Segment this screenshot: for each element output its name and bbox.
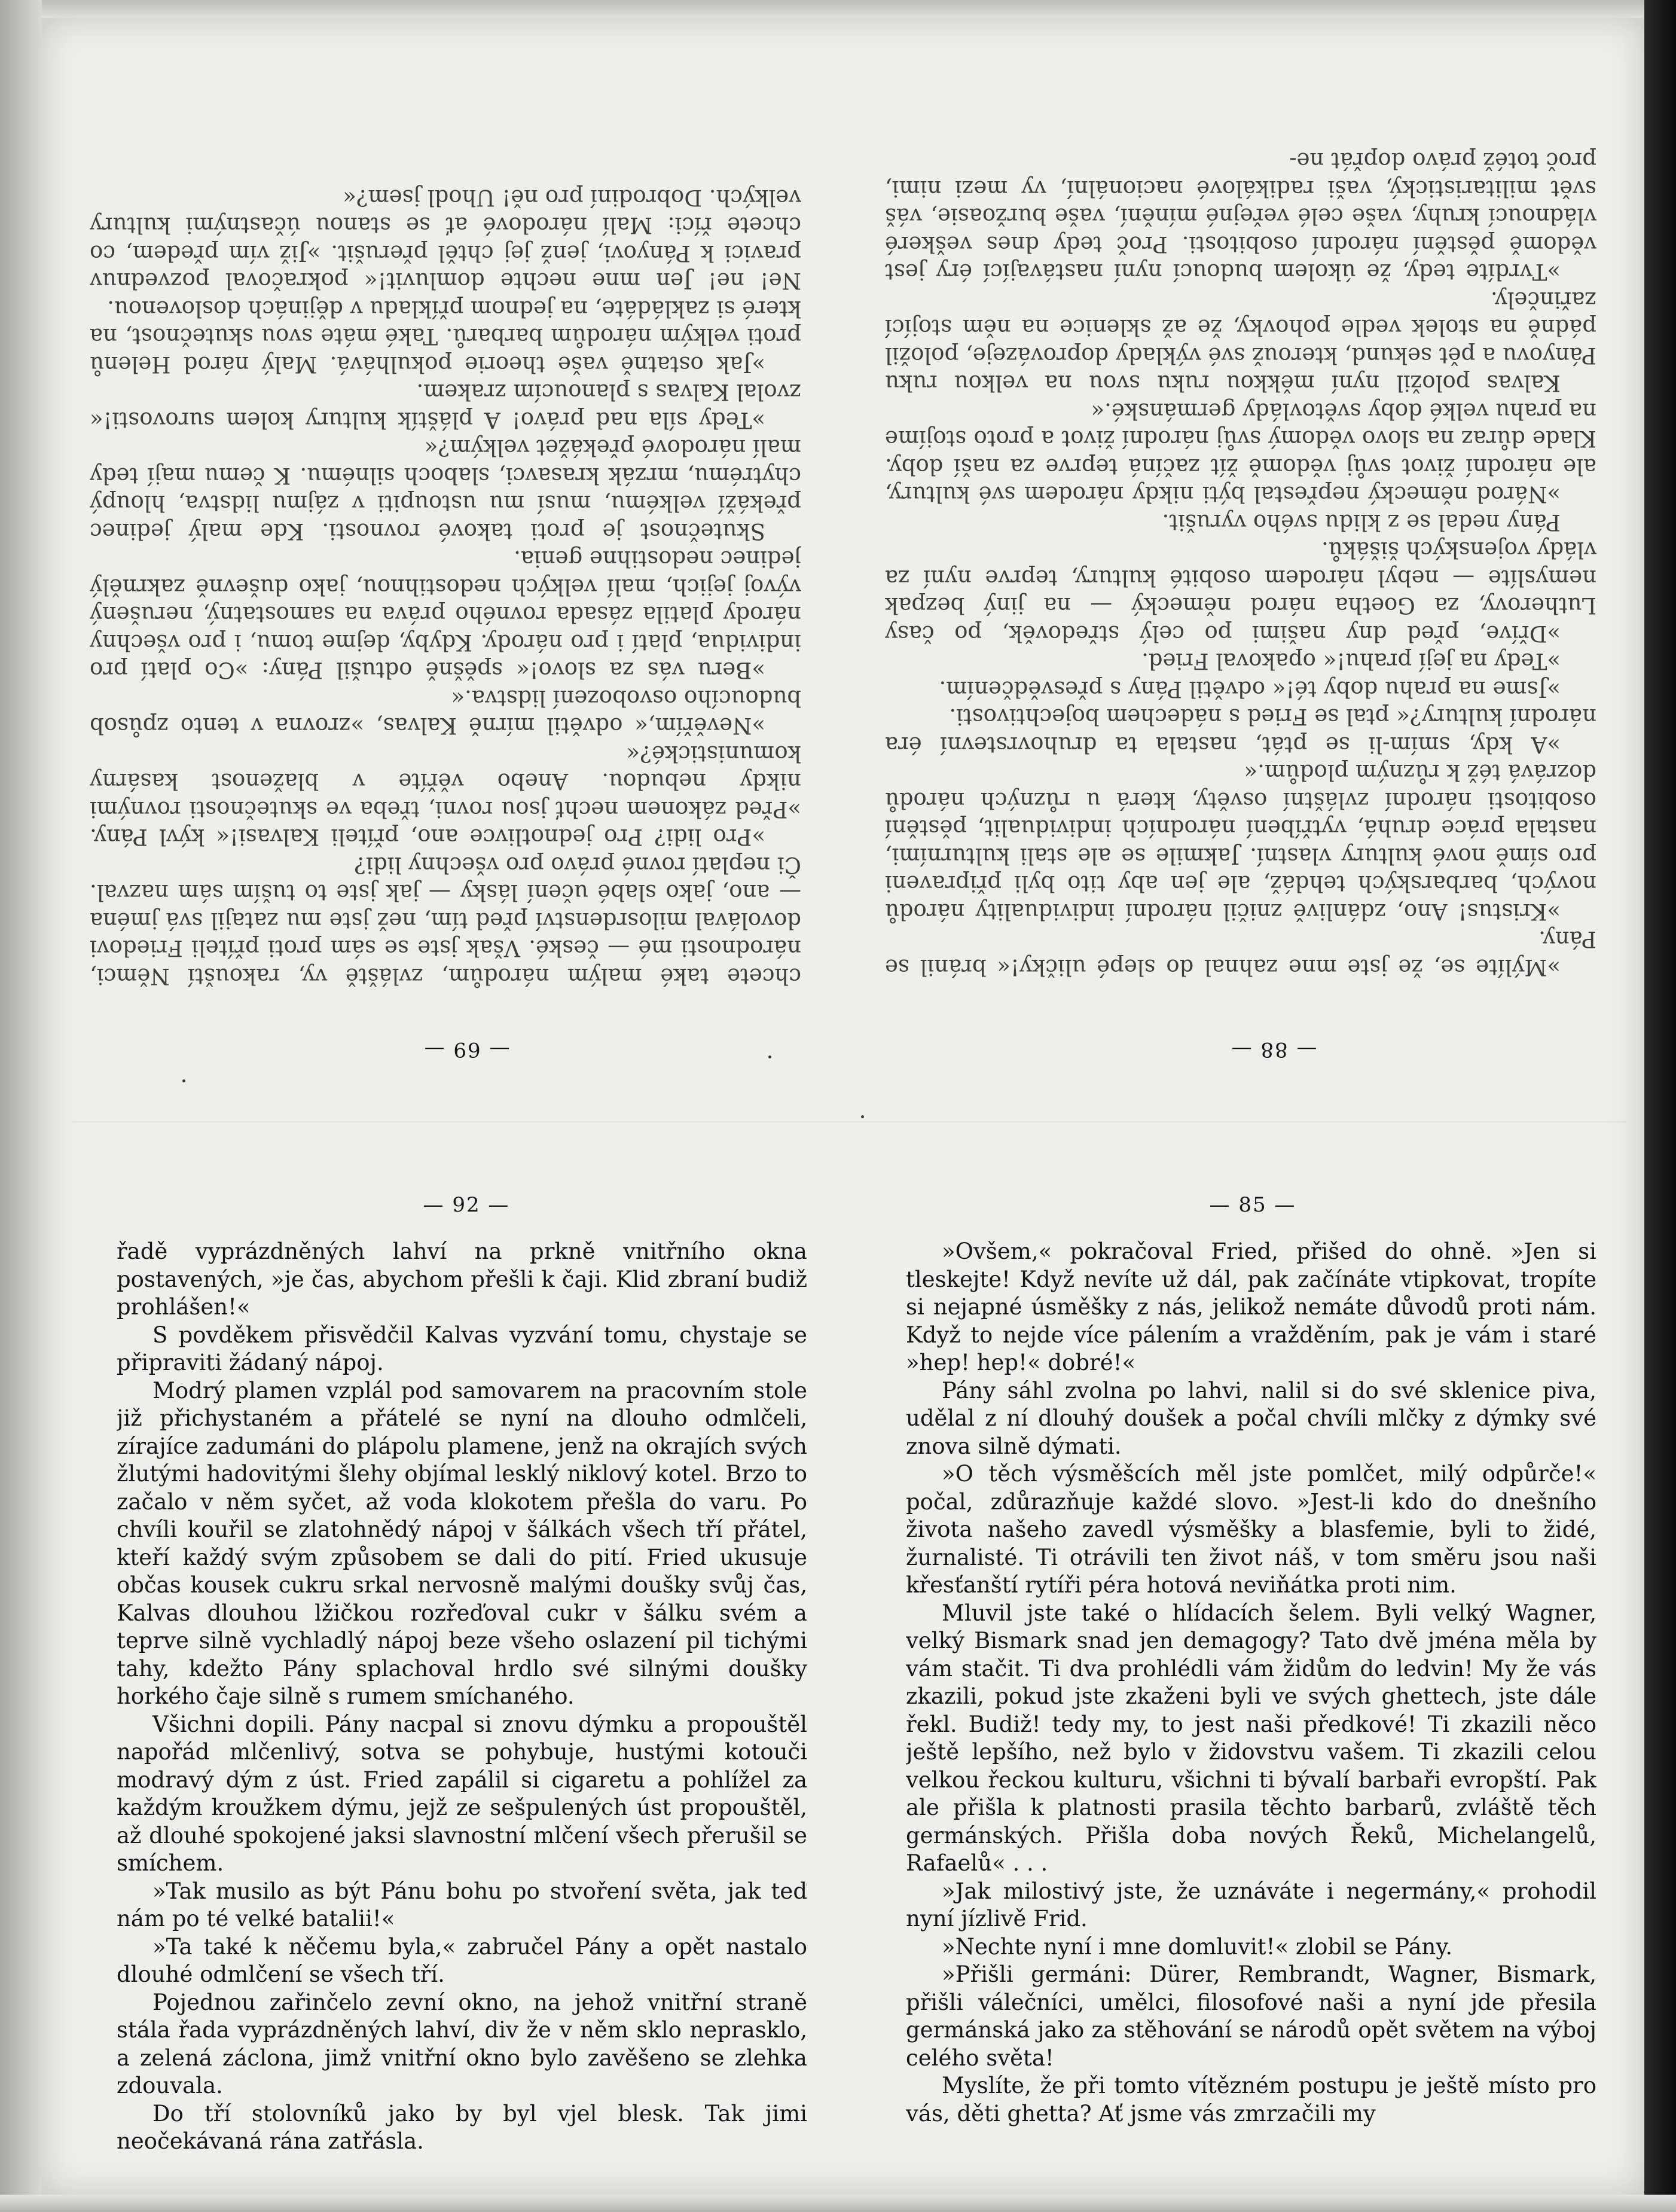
scan-top-edge xyxy=(0,0,1676,18)
page-number-lower-right: — 85 — xyxy=(1209,1193,1296,1217)
paragraph: »Tedy na její prahu!« opakoval Fried. xyxy=(1141,648,1561,675)
paragraph: »Jak ostatně vaše theorie pokulhává. Malý národ Helenů proti velkým národům barbarů. Také máte svou skutečnost, na které si zakládáte, na jednom příkladu v dějinách doslovenou. xyxy=(90,296,801,377)
paragraph: »Nevěřím,« odvětil mírně Kalvas, »zrovna v tento způsob budoucího osvobození lidstva.« xyxy=(90,685,801,739)
paragraph: Mluvil jste také o hlídacích šelem. Byli velký Wagner, velký Bismark snad jen demagogy? Tato dvě jména měla by vám stačit. Ti dva prohlédli vám židům do ledvin! My že vás zkazili, pokud jste zkaženi byli ve svých ghettech, jste dále řekl. Budiž! tedy my, to jest naši předkové! Ti zkazili něco ještě lepšího, než bylo v židovstvu vašem. Ti zkazili celou velkou řeckou kulturu, všichni ti bývalí barbaři evropští. Pak ale přišla k platnosti prasila těchto barbarů, zvláště těch germánských. Přišla doba nových Řeků, Michelangelů, Rafaelů« . . . xyxy=(906,1600,1596,1876)
paragraph: »Kristus! Ano, zdánlivě zničil národní individuality národů nových, barbarských tehdáž, ale jen aby tito byli připraveni pro símě nové kultury vlastní. Jakmile se ale stali kulturními, nastala práce druhá, vytříbení národních individualit, pěstění osobitosti národní zvláštní osvěty, která u různých národů dozrává též k různým plodům.« xyxy=(885,759,1596,925)
paragraph: »Jak milostivý jste, že uznáváte i negermány,« prohodil nyní jízlivě Frid. xyxy=(906,1878,1596,1932)
paragraph: Myslíte, že při tomto vítězném postupu je ještě místo pro vás, děti ghetta? Ať jsme vás zmrzačili my xyxy=(906,2073,1596,2126)
paragraph: »Ta také k něčemu byla,« zabručel Pány a opět nastalo dlouhé odmlčení se všech tří. xyxy=(117,1933,807,1987)
paragraph: řadě vyprázdněných lahví na prkně vnitřního okna postavených, »je čas, abychom přešli k čaji. Klid zbraní budiž prohlášen!« xyxy=(117,1238,807,1320)
paragraph: »Národ německý nepřestal býti nikdy národem své kultury, ale národní život svůj vědomě žít začíná teprve za naší doby. Klade důraz na slovo vědomý svůj národní život a proto stojíme na prahu velké doby světovlády germánské.« xyxy=(885,398,1596,508)
scan-right-edge xyxy=(1644,0,1676,2212)
page-number-lower-left: — 92 — xyxy=(423,1193,510,1217)
lower-right-page-text xyxy=(906,1238,1596,2171)
paragraph: S povděkem přisvědčil Kalvas vyzvání tomu, chystaje se připraviti žádaný nápoj. xyxy=(117,1322,807,1375)
paragraph: »Mýlíte se, že jste mne zahnal do slepé uličky!« bránil se Pány. xyxy=(885,926,1596,980)
paragraph: Všichni dopili. Pány nacpal si znovu dýmku a propouštěl napořád mlčenlivý, sotva se pohybuje, hustými kotouči modravý dým z úst. Fried zapálil si cigaretu a pohlížel za každým kroužkem dýmu, jejž ze sešpulených úst propouštěl, až dlouhé spokojené jaksi slavnostní mlčení všech přerušil se smíchem. xyxy=(117,1711,807,1876)
paragraph: Pány sáhl zvolna po lahvi, nalil si do své sklenice piva, udělal z ní dlouhý doušek a počal chvíli mlčky z dýmky své znova silně dýmati. xyxy=(906,1377,1596,1459)
paragraph: »Ovšem,« pokračoval Fried, přišed do ohně. »Jen si tleskejte! Když nevíte už dál, pak začínáte vtipkovat, tropíte si nejapné úsměšky z nás, jelikož nemáte důvodů proti nám. Když to nejde více pálením a vražděním, pak je vám i staré »hep! hep!« dobré!« xyxy=(906,1238,1596,1375)
upper-left-page-text xyxy=(90,87,801,990)
paragraph: »Tedy síla nad právo! A pláštík kultury kolem surovosti!« zvolal Kalvas s planoucím zrakem. xyxy=(90,379,801,433)
paragraph: »Tak musilo as být Pánu bohu po stvoření světa, jak teď nám po té velké batalii!« xyxy=(117,1878,807,1932)
paragraph: »A kdy, smím-li se ptát, nastala ta druhovrstevní éra národní kultury?« ptal se Fried s nádechem bojechtivosti. xyxy=(885,704,1596,758)
ink-speck xyxy=(768,1055,771,1058)
paragraph: »Přišli germáni: Dürer, Rembrandt, Wagner, Bismark, přišli válečníci, umělci, filosofové naši a nyní jde přesila germánská jako za stěhování se národů opět světem na výboj celého světa! xyxy=(906,1961,1596,2071)
paragraph: Do tří stolovníků jako by byl vjel blesk. Tak jimi neočekávaná rána zatřásla. xyxy=(117,2100,807,2154)
ink-speck xyxy=(861,1115,864,1118)
page-number-upper-right: — 88 — xyxy=(1230,1038,1317,1061)
paragraph: Kalvas položil nyní měkkou ruku svou na velkou ruku Pányovu a pět sekund, kterouž své výklady doprovázeje, položil pádně na stolek vedle pohovky, že až sklenice na něm stojící zařinčely. xyxy=(885,287,1596,396)
paragraph: Skutečnost je proti takové rovnosti. Kde malý jedinec překáží velkému, musí mu ustoupiti v zájmu lidstva, hloupý chytrému, mrzák krasavci, slaboch silnému. K čemu mají tedy malí národové překážet velkým?« xyxy=(90,435,801,544)
paragraph: »Jsme na prahu doby té!« odvětil Pány s přesvědčením. xyxy=(939,676,1561,702)
paragraph: Modrý plamen vzplál pod samovarem na pracovním stole již přichystaném a přátelé se nyní na dlouho odmlčeli, zírajíce zadumáni do plápolu plamene, jenž na okrajích svých žlutými hadovitými šlehy objímal lesklý niklový kotel. Brzo to začalo v něm syčet, až voda klokotem přešla do varu. Po chvíli kouřil se zlatohnědý nápoj v šálkách všech tří přátel, kteří každý svým způsobem se dali do pití. Fried ukusuje občas kousek cukru srkal nervosně malými doušky svůj čas, Kalvas dlouhou lžičkou rozřeďoval cukr v šálku svém a teprve silně vychladlý nápoj beze všeho oslazení pil tichými tahy, kdežto Pány splachoval hrdlo své silnými doušky horkého čaje silně s rumem smíchaného. xyxy=(117,1377,807,1709)
paragraph: Ne! ne! Jen mne nechte domluvit!« pokračoval pozvednuv pravici k Pányovi, jenž jej chtěl přerušit. »Již vím předem, co chcete říci: Malí národové ať se stanou účastnými kultury velkých. Dobrodiní pro ně! Uhodl jsem?« xyxy=(90,185,801,294)
paragraph: chcete také malým národům, zvláště vy, rakouští Němci, národnosti mé — české. Však jste se sám proti příteli Friedovi dovolával milosrdenství před tím, než jste mu zatajil svá jména — ano, jako slabé učení lásky — jak jste to tuším sám nazval. Či neplatí rovné právo pro všechny lidi? xyxy=(90,852,801,989)
upper-right-page-text xyxy=(885,102,1596,981)
paragraph: Pány nedal se z klidu svého vyrušit. xyxy=(1162,509,1561,535)
ink-speck xyxy=(182,1079,185,1082)
lower-left-page-text xyxy=(117,1238,807,2171)
scan-bottom-edge xyxy=(0,2195,1676,2212)
paragraph: Pojednou zařinčelo zevní okno, na jehož vnitřní straně stála řada vyprázdněných lahví, div že v něm sklo neprasklo, a zelená záclona, jimž vnitřní okno bylo zavěšeno se zlehka zdouvala. xyxy=(117,1989,807,2098)
paragraph: »Dříve, před dny našimi po celý středověk, po časy Lutherovy, za Goetha národ německý — na jiný bezpak nemyslíte — nebyl národem osobité kultury, teprve nyní za vlády vojenských šišáků. xyxy=(885,537,1596,646)
page-number-upper-left: — 69 — xyxy=(423,1038,510,1061)
paragraph: »O těch výsměšcích měl jste pomlčet, milý odpůrče!« počal, zdůrazňuje každé slovo. »Jest-li kdo do dnešního života našeho zavedl výsměšky a blasfemie, byli to židé, žurnalisté. Ti otrávili ten život náš, v tom směru jsou naši křesťanští rytíři péra hotová neviňátka proti nim. xyxy=(906,1461,1596,1598)
paragraph: »Beru vás za slovo!« spěšně odtušil Pány: »Co platí pro individua, platí i pro národy. Kdyby, dejme tomu, i pro všechny národy platila zásada rovného práva na samostatný, nerušený vývoj jejich, malí velkých nedostihnou, jako duševně zakrnělý jedinec nedostihne genia. xyxy=(90,546,801,684)
fold-line xyxy=(72,1121,1626,1122)
paragraph: »Tvrdíte tedy, že úkolem budoucí nyní nastávající éry jest vědomě pěstění národní osobitosti. Proč tedy dnes veškeré vládnoucí kruhy, vaše celé veřejné mínění, vaše buržoasie, váš svět militaristický, vaši radikálové nacionální, vy mezi nimi, proč totéž právo dopřát ne- xyxy=(885,148,1596,285)
scan-left-edge xyxy=(0,0,42,2212)
paragraph: »Pro lidi? Pro jednotlivce ano, příteli Kalvasi!« kývl Pány. »Před zákonem nechť jsou rovni, třeba ve skutečnosti rovnými nikdy nebudou. Anebo věříte v blaženost kasárny komunistické?« xyxy=(90,741,801,850)
paragraph: »Nechte nyní i mne domluvit!« zlobil se Pány. xyxy=(942,1933,1453,1960)
